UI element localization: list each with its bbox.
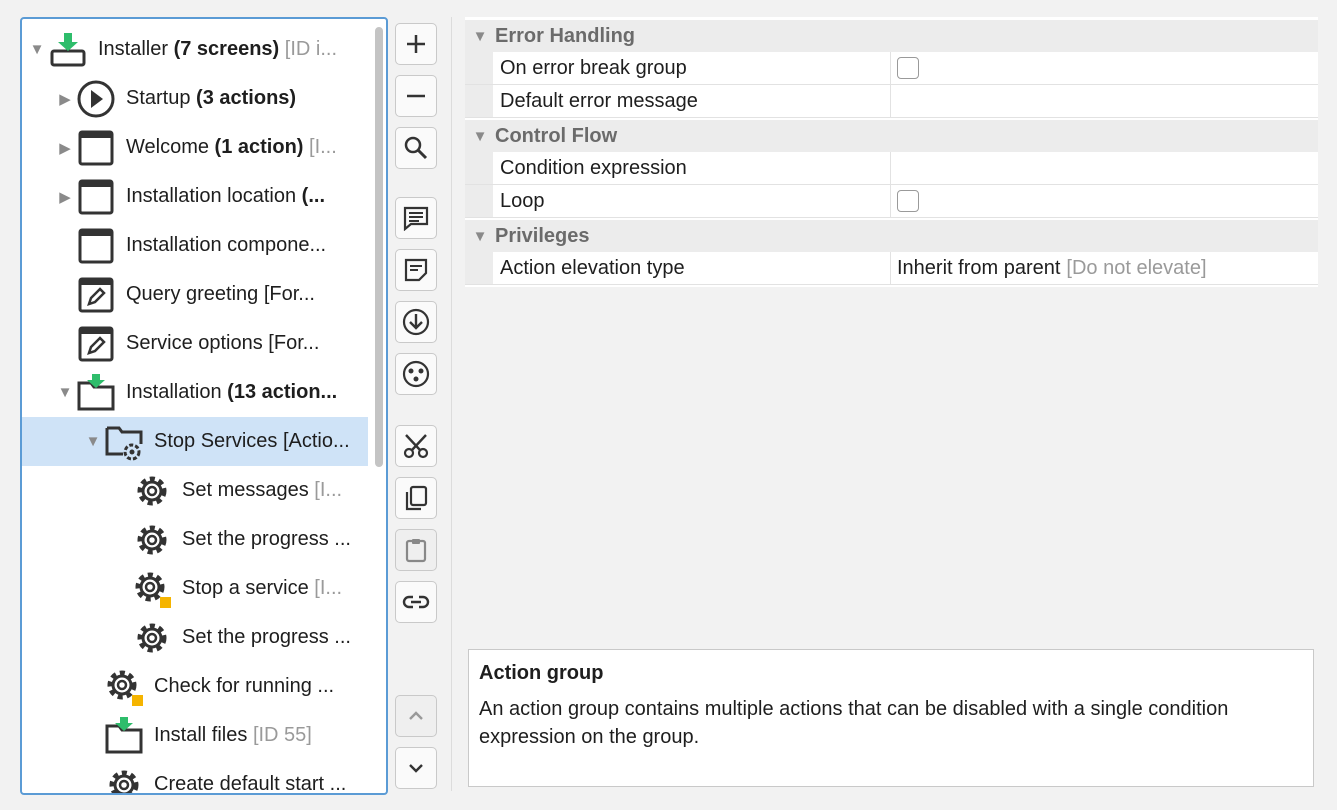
gear-icon xyxy=(130,618,174,658)
move-down-button[interactable] xyxy=(395,747,437,789)
note-button[interactable] xyxy=(395,249,437,291)
download-button[interactable] xyxy=(395,301,437,343)
tree-item-id: [ID 55] xyxy=(252,724,312,746)
tree-content xyxy=(22,19,366,793)
comment-icon xyxy=(403,205,429,231)
tree-item[interactable] xyxy=(22,711,368,760)
note-icon xyxy=(403,257,429,283)
property-category[interactable] xyxy=(465,120,1318,152)
tree-item-text: Service options [For... xyxy=(126,332,320,354)
tree-item-text: Startup xyxy=(126,87,197,109)
description-title: Action group xyxy=(479,662,604,684)
form-edit-icon xyxy=(74,275,118,315)
comment-button[interactable] xyxy=(395,197,437,239)
tree-item-text: Set messages xyxy=(182,479,315,501)
tree-item[interactable] xyxy=(22,368,368,417)
link-icon xyxy=(402,588,430,616)
tree-item-count: (... xyxy=(301,185,326,207)
gear-icon xyxy=(130,471,174,511)
tree-item[interactable] xyxy=(22,270,368,319)
clipboard-icon xyxy=(403,537,429,563)
copy-button[interactable] xyxy=(395,477,437,519)
form-edit-icon xyxy=(74,324,118,364)
tree-item-label xyxy=(182,479,342,502)
column-separator[interactable] xyxy=(890,85,891,117)
row-gutter xyxy=(465,85,493,117)
collapse-arrow-icon[interactable]: ▼ xyxy=(472,127,488,145)
tree-item-id: [I... xyxy=(314,577,343,599)
tree-item-label xyxy=(154,675,334,698)
properties-panel xyxy=(465,17,1318,287)
download-circle-icon xyxy=(402,308,430,336)
property-name: Loop xyxy=(500,189,545,212)
property-category[interactable] xyxy=(465,220,1318,252)
scissors-icon xyxy=(402,432,430,460)
collapse-arrow-icon[interactable]: ▼ xyxy=(472,227,488,245)
tree-item[interactable] xyxy=(22,319,368,368)
property-category[interactable] xyxy=(465,20,1318,52)
window-icon xyxy=(74,128,118,168)
tree-item-text: Install files xyxy=(154,724,253,746)
add-button[interactable] xyxy=(395,23,437,65)
tree-item-text: Create default start ... xyxy=(154,773,347,795)
window-icon xyxy=(74,177,118,217)
tree-item-id: [I... xyxy=(314,479,343,501)
tree-item[interactable] xyxy=(22,613,368,662)
tree-item-text: Installation compone... xyxy=(126,234,327,256)
property-row[interactable] xyxy=(465,152,1318,185)
tree-item-label xyxy=(98,38,337,61)
property-value[interactable] xyxy=(897,185,919,217)
gear-warning-icon xyxy=(130,569,174,609)
property-row[interactable] xyxy=(465,252,1318,285)
window-icon xyxy=(74,226,118,266)
tree-item-text: Check for running ... xyxy=(154,675,335,697)
remove-button[interactable] xyxy=(395,75,437,117)
tree-item-label xyxy=(126,381,337,404)
category-title: Control Flow xyxy=(495,124,618,147)
property-row[interactable] xyxy=(465,185,1318,218)
tree-item-text: Installation xyxy=(126,381,228,403)
search-icon xyxy=(403,135,429,161)
move-up-button[interactable] xyxy=(395,695,437,737)
tree-item-label xyxy=(182,626,351,649)
tree-item[interactable] xyxy=(22,662,368,711)
tree-item-count: (3 actions) xyxy=(196,87,297,109)
tree-item-label xyxy=(182,528,351,551)
tree-item-label xyxy=(154,724,312,747)
tree-item-label xyxy=(154,773,346,795)
tree-item-label xyxy=(126,87,296,110)
tree-item-text: Query greeting [For... xyxy=(126,283,315,305)
folder-download-icon xyxy=(102,716,146,756)
tree-item[interactable] xyxy=(22,564,368,613)
play-circle-icon xyxy=(74,79,118,119)
tree-item[interactable] xyxy=(22,466,368,515)
property-value[interactable] xyxy=(897,52,919,84)
column-separator[interactable] xyxy=(890,185,891,217)
minus-icon xyxy=(404,84,428,108)
column-separator[interactable] xyxy=(890,252,891,284)
tree-item-label xyxy=(126,234,326,257)
collapsed-arrow-icon[interactable]: ▶ xyxy=(59,188,71,206)
tree-item-text: Stop Services [Actio... xyxy=(154,430,350,452)
tree-item[interactable] xyxy=(22,221,368,270)
tree-scrollbar[interactable] xyxy=(375,27,383,467)
tree-item-label xyxy=(182,577,342,600)
copy-icon xyxy=(403,485,429,511)
panel-divider[interactable] xyxy=(451,17,452,791)
expanded-arrow-icon[interactable]: ▼ xyxy=(85,433,101,450)
row-gutter xyxy=(465,252,493,284)
tree-item-label xyxy=(126,332,319,355)
gear-warning-icon xyxy=(102,667,146,707)
gear-icon xyxy=(130,520,174,560)
property-name: Action elevation type xyxy=(500,256,685,279)
property-checkbox[interactable] xyxy=(897,57,919,79)
tree-item[interactable] xyxy=(22,74,368,123)
tree-item-text: Stop a service xyxy=(182,577,315,599)
folder-download-icon xyxy=(74,373,118,413)
column-separator[interactable] xyxy=(890,52,891,84)
tree-item-text: Installation location xyxy=(126,185,302,207)
plus-icon xyxy=(404,32,428,56)
collapsed-arrow-icon[interactable]: ▶ xyxy=(59,139,71,157)
tree-item-label xyxy=(126,185,325,208)
property-checkbox[interactable] xyxy=(897,190,919,212)
folder-gear-icon xyxy=(102,422,146,462)
tree-item-text: Set the progress ... xyxy=(182,626,351,648)
paste-button[interactable] xyxy=(395,529,437,571)
property-value-text: Inherit from parent xyxy=(897,256,1061,279)
search-button[interactable] xyxy=(395,127,437,169)
tree-item[interactable] xyxy=(22,417,368,466)
property-row[interactable] xyxy=(465,85,1318,118)
property-name: On error break group xyxy=(500,56,687,79)
expanded-arrow-icon[interactable]: ▼ xyxy=(57,384,73,401)
tree-item-text: Set the progress ... xyxy=(182,528,351,550)
row-gutter xyxy=(465,185,493,217)
tree-item-text: Welcome xyxy=(126,136,215,158)
description-text: An action group contains multiple actions that can be disabled with a single condition expression on the group. xyxy=(479,698,1229,748)
tree-item-count: (1 action) xyxy=(214,136,304,158)
installer-icon xyxy=(46,30,90,70)
property-value[interactable] xyxy=(897,252,1207,284)
tree-item-count: (13 action... xyxy=(227,381,338,403)
column-separator[interactable] xyxy=(890,152,891,184)
link-button[interactable] xyxy=(395,581,437,623)
tree-item-id: [ID i... xyxy=(279,38,338,60)
chevron-down-icon xyxy=(406,758,426,778)
property-row[interactable] xyxy=(465,52,1318,85)
tree-item[interactable] xyxy=(22,25,368,74)
property-name: Condition expression xyxy=(500,156,687,179)
tree-item[interactable] xyxy=(22,760,368,795)
tree-item[interactable] xyxy=(22,123,368,172)
installer-tree[interactable] xyxy=(20,17,388,795)
tree-item[interactable] xyxy=(22,515,368,564)
tree-item-id: [I... xyxy=(303,136,337,158)
row-gutter xyxy=(465,52,493,84)
category-title: Error Handling xyxy=(495,24,636,47)
tree-item-text: Installer xyxy=(98,38,174,60)
cut-button[interactable] xyxy=(395,425,437,467)
category-title: Privileges xyxy=(495,224,590,247)
expanded-arrow-icon[interactable]: ▼ xyxy=(29,41,45,58)
gear-icon xyxy=(102,765,146,796)
chevron-up-icon xyxy=(406,706,426,726)
collapsed-arrow-icon[interactable]: ▶ xyxy=(59,90,71,108)
dots-circle-icon xyxy=(402,360,430,388)
property-default-hint: [Do not elevate] xyxy=(1066,256,1207,279)
description-box xyxy=(468,649,1314,787)
collapse-arrow-icon[interactable]: ▼ xyxy=(472,27,488,45)
row-gutter xyxy=(465,152,493,184)
tree-item-label xyxy=(154,430,350,453)
dots-button[interactable] xyxy=(395,353,437,395)
tree-item[interactable] xyxy=(22,172,368,221)
tree-item-label xyxy=(126,136,337,159)
property-name: Default error message xyxy=(500,89,698,112)
tree-item-label xyxy=(126,283,315,306)
tree-item-count: (7 screens) xyxy=(173,38,280,60)
